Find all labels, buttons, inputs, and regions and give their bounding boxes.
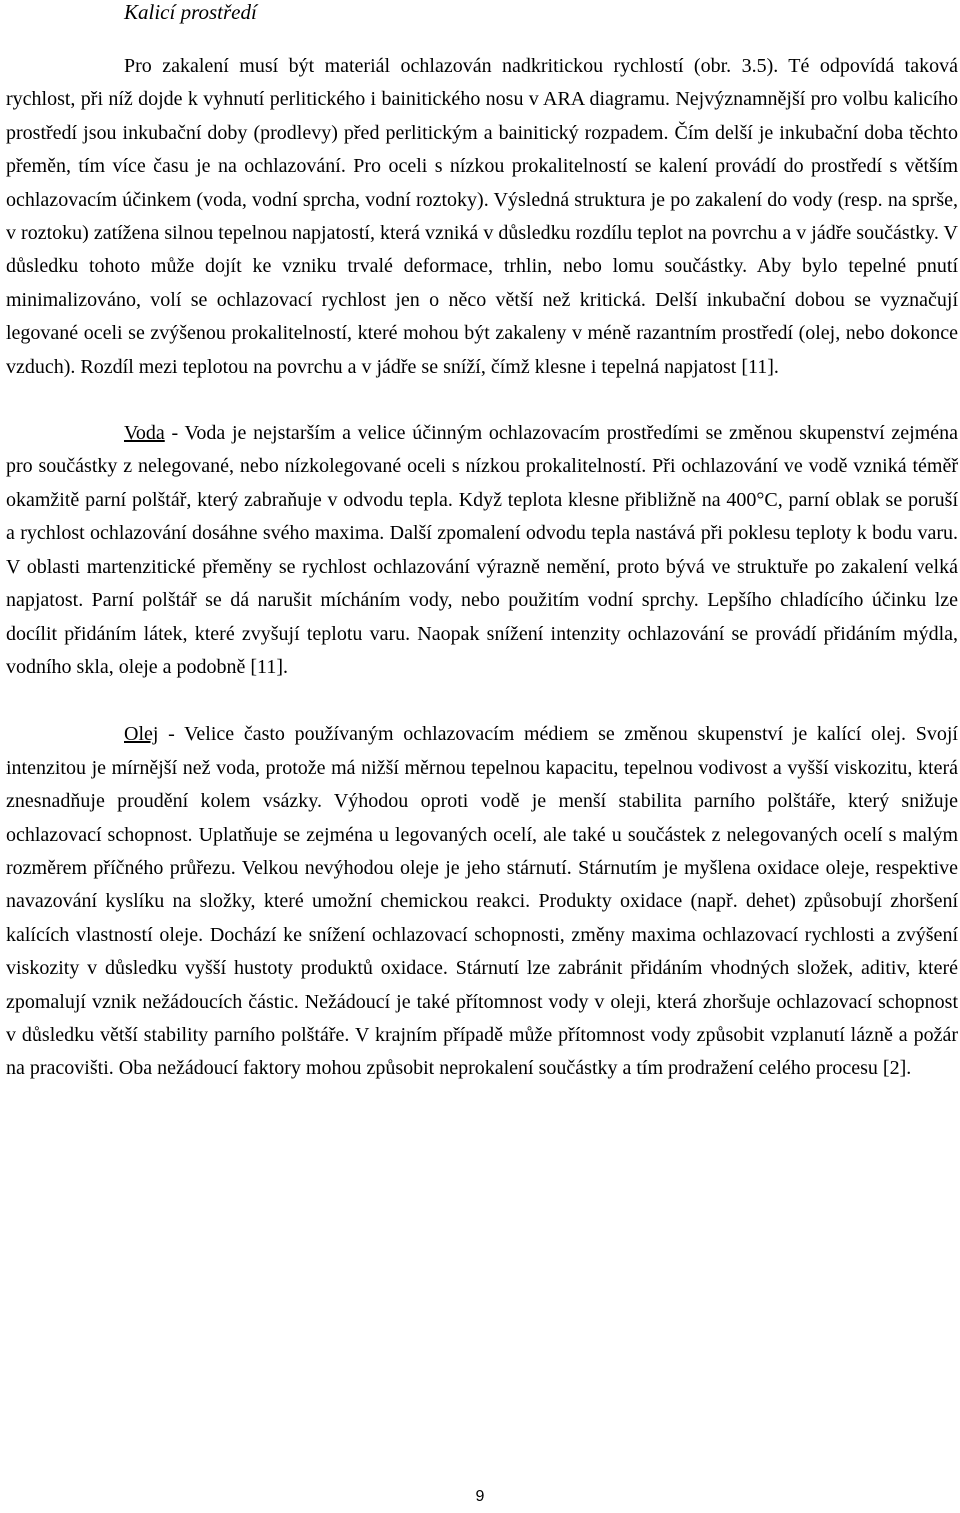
paragraph-water [6,417,958,684]
section-heading: Kalicí prostředí [124,0,257,24]
paragraph-water-text: - Voda je nejstarším a velice účinným ochlazovacím prostředími se změnou skupenství zejména pro součástky z nelegované, nebo nízkolegované oceli s nízkou prokalitelností. Při ochlazování ve vodě vzniká téměř okamžitě parní polštář, který zabraňuje v odvodu tepla. Když teplota klesne přibližně na 400°C, parní oblak se poruší a rychlost ochlazování dosáhne svého maxima. Další zpomalení odvodu tepla nastává při poklesu teploty k bodu varu. V oblasti martenzitické přeměny se rychlost ochlazování výrazně nemění, proto bývá ve struktuře po zakalení velká napjatost. Parní polštář se dá narušit mícháním vody, nebo použitím vodní sprchy. Lepšího chladícího účinku lze docílit přidáním látek, které zvyšují teplotu varu. Naopak snížení intenzity ochlazování se provádí přidáním mýdla, vodního skla, oleje a podobně [11]. [6,422,958,678]
page-number: 9 [475,1488,485,1505]
paragraph-oil [6,718,958,1085]
water-label: Voda [124,422,165,445]
paragraph-intro [6,50,958,384]
oil-label: Olej [124,723,159,746]
paragraph-oil-text: - Velice často používaným ochlazovacím médiem se změnou skupenství je kalící olej. Svojí intenzitou je mírnější než voda, protože má nižší měrnou tepelnou kapacitu, tepelnou vodivost a vyšší viskozitu, která znesnadňuje proudění kolem vsázky. Výhodou oproti vodě je menší stabilita parního polštáře, který snižuje ochlazovací schopnost. Uplatňuje se zejména u legovaných ocelí, ale také u součástek z nelegovaných ocelí s malým rozměrem příčného průřezu. Velkou nevýhodou oleje je jeho stárnutí. Stárnutím je myšlena oxidace oleje, respektive navazování kyslíku na složky, které umožní chemickou reakci. Produkty oxidace (např. dehet) způsobují zhoršení kalících vlastností oleje. Dochází ke snížení ochlazovací schopnosti, změny maxima ochlazovací rychlosti a zvýšení viskozity v důsledku vyšší hustoty produktů oxidace. Stárnutí lze zabránit přidáním vhodných složek, aditiv, které zpomalují vznik nežádoucích částic. Nežádoucí je také přítomnost vody v oleji, která zhoršuje ochlazovací schopnost v důsledku větší stability parního polštáře. V krajním případě může přítomnost vody způsobit vzplanutí lázně a požár na pracovišti. Oba nežádoucí faktory mohou způsobit neprokalení součástky a tím prodražení celého procesu [2]. [6,723,958,1080]
paragraph-intro-text: Pro zakalení musí být materiál ochlazován nadkritickou rychlostí (obr. 3.5). Té odpovídá taková rychlost, při níž dojde k vyhnutí perlitického i bainitického nosu v ARA diagramu. Nejvýznamnější pro volbu kalicího prostředí jsou inkubační doby (prodlevy) před perlitickým a bainitický rozpadem. Čím delší je inkubační doba těchto přeměn, tím více času je na ochlazování. Pro oceli s nízkou prokalitelností se kalení provádí do prostředí s větším ochlazovacím účinkem (voda, vodní sprcha, vodní roztoky). Výsledná struktura je po zakalení do vody (resp. na sprše, v roztoku) zatížena silnou tepelnou napjatostí, která vzniká v důsledku rozdílu teplot na povrchu a v jádře součástky. V důsledku tohoto může dojít ke vzniku trvalé deformace, trhlin, nebo lomu součástky. Aby bylo tepelné pnutí minimalizováno, volí se ochlazovací rychlost jen o něco větší než kritická. Delší inkubační dobou se vyznačují legované oceli se zvýšenou prokalitelností, které mohou být zakaleny v méně razantním prostředí (olej, nebo dokonce vzduch). Rozdíl mezi teplotou na povrchu a v jádře se sníží, čímž klesne i tepelná napjatost [11]. [6,55,958,378]
document-page [6,0,958,1086]
